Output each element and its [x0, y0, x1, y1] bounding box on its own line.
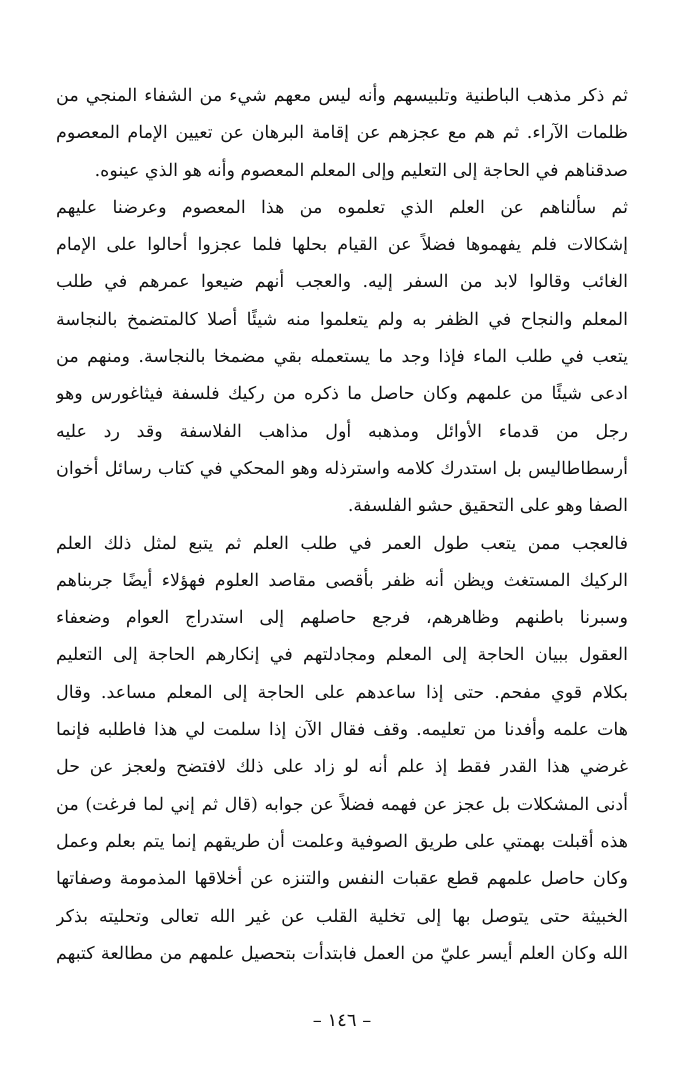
- text-line: رجل من قدماء الأوائل ومذهبه أول مذاهب الفلاسفة وقد رد عليه: [56, 421, 628, 442]
- text-line: بكلام قوي مفحم. حتى إذا ساعدهم على الحاجة إلى المعلم مساعد. وقال: [56, 682, 628, 703]
- text-line: الغائب وقالوا لابد من السفر إليه. والعجب أنهم ضيعوا عمرهم في طلب: [56, 272, 628, 293]
- text-line: ثم سألناهم عن العلم الذي تعلموه من هذا المعصوم وعرضنا عليهم: [56, 197, 628, 218]
- text-line: الركيك المستغث ويظن أنه ظفر بأقصى مقاصد العلوم فهؤلاء أيضًا جربناهم: [56, 570, 628, 591]
- text-line: وكان حاصل علمهم قطع عقبات النفس والتنزه عن أخلاقها المذمومة وصفاتها: [56, 869, 628, 890]
- text-line: العقول ببيان الحاجة إلى المعلم ومجادلتهم في إنكارهم الحاجة إلى التعليم: [56, 645, 628, 666]
- text-line: الخبيثة حتى يتوصل بها إلى تخلية القلب عن غير الله تعالى وتحليته بذكر: [56, 906, 628, 927]
- page-number: – ١٤٦ –: [312, 1010, 372, 1031]
- text-line: إشكالات فلم يفهموها فضلاً عن القيام بحلها فلما عجزوا أحالوا على الإمام: [56, 235, 628, 256]
- text-line: الصفا وهو على التحقيق حشو الفلسفة.: [347, 496, 628, 517]
- text-line: ادعى شيئًا من علمهم وكان حاصل ما ذكره من ركيك فلسفة فيثاغورس وهو: [56, 384, 628, 405]
- text-line: المعلم والنجاح في الظفر به ولم يتعلموا منه شيئًا أصلا كالمتضمخ بالنجاسة: [56, 309, 628, 330]
- text-line: غرضي هذا القدر فقط إذ علم أنه لو زاد على ذلك لافتضح ولعجز عن حل: [56, 757, 628, 778]
- text-line: فالعجب ممن يتعب طول العمر في طلب العلم ثم يتبع لمثل ذلك العلم: [56, 533, 628, 554]
- text-line: ثم ذكر مذهب الباطنية وتلبيسهم وأنه ليس معهم شيء من الشفاء المنجي من: [56, 86, 628, 106]
- text-line: أرسطاطاليس بل استدرك كلامه واسترذله وهو المحكي في كتاب رسائل أخوان: [56, 458, 628, 479]
- text-line: ظلمات الآراء. ثم هم مع عجزهم عن إقامة البرهان عن تعيين الإمام المعصوم: [56, 123, 628, 144]
- text-line: الله وكان العلم أيسر عليّ من العمل فابتدأت بتحصيل علمهم من مطالعة كتبهم: [56, 943, 628, 964]
- text-body: [56, 78, 628, 973]
- text-line: صدقناهم في الحاجة إلى التعليم وإلى المعلم المعصوم وأنه هو الذي عينوه.: [94, 160, 628, 181]
- text-line: يتعب في طلب الماء فإذا وجد ما يستعمله بقي مضمخا بالنجاسة. ومنهم من: [56, 347, 628, 368]
- text-line: أدنى المشكلات بل عجز عن فهمه فضلاً عن جوابه (قال ثم إني لما فرغت) من: [56, 794, 628, 815]
- text-line: هات علمه وأفدنا من تعليمه. وقف فقال الآن إذا سلمت لي هذا فاطلبه فإنما: [56, 720, 628, 741]
- text-line: وسبرنا باطنهم وظاهرهم، فرجع حاصلهم إلى استدراج العوام وضعفاء: [56, 608, 628, 629]
- text-line: هذه أقبلت بهمتي على طريق الصوفية وعلمت أن طريقهم إنما يتم بعلم وعمل: [56, 831, 628, 852]
